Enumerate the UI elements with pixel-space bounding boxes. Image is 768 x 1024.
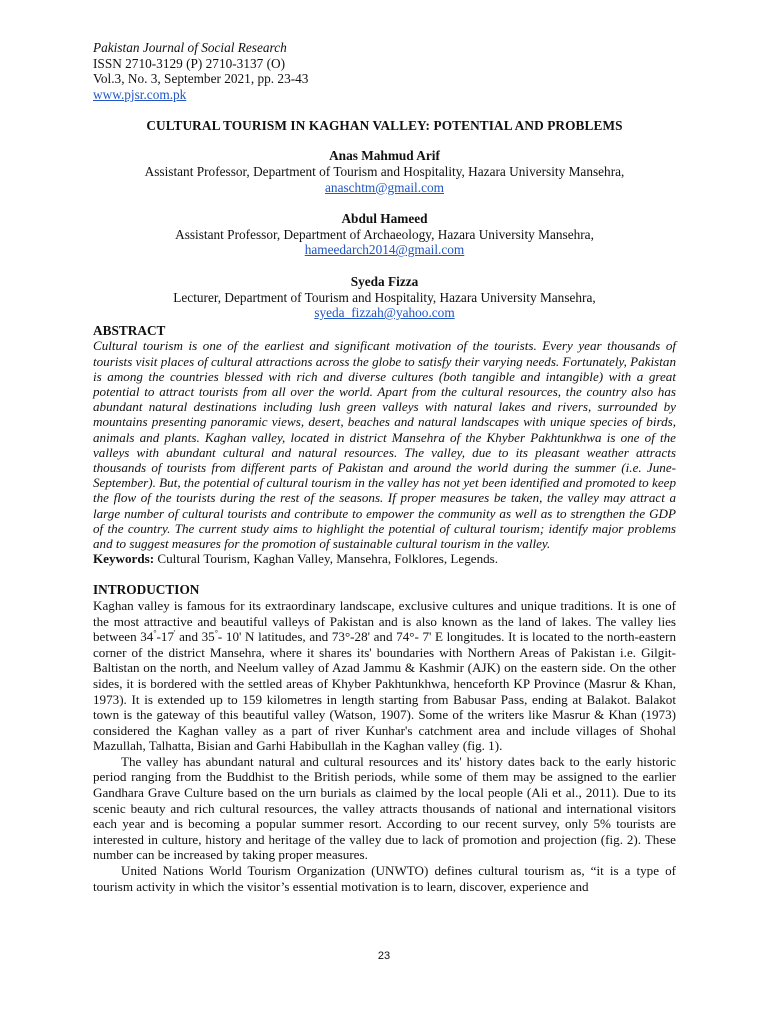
degree-mark: ° [214, 628, 218, 638]
introduction-heading: INTRODUCTION [93, 582, 200, 598]
intro-text: - 10' N latitudes, and 73°-28' and 74°- 7' E longitudes. It is located to the north-eastern corner of the district Mansehra, where it shares its' boundaries with Northern Areas of Pakistan i.e. Gilgit- Baltistan on the north, and Neelum valley of Azad Jammu & Kashmir (AJK) on the eastern side. On the other sides, it is bordered with the settled areas of Khyber Pakhtunkhwa, henceforth KP Province (Masrur & Khan, 1973). It is extended up to 159 kilometres in length starting from Babusar Pass, ending at Balakot. Balakot town is the gateway of this beautiful valley (Watson, 1907). Some of the writers like Masrur & Khan (1973) considered the Kaghan valley as a part of river Kunhar's catchment area and include villages of Shohal Mazullah, Talhatta, Bisian and Garhi Habibullah in the Kaghan valley (fig. 1). [93, 629, 676, 754]
author-block [93, 148, 676, 195]
journal-header [93, 40, 676, 102]
author-affiliation: Assistant Professor, Department of Tourism and Hospitality, Hazara University Mansehra, [144, 163, 625, 179]
minute-mark: ' [174, 628, 176, 638]
abstract-heading: ABSTRACT [93, 322, 166, 338]
author-email-link[interactable]: syeda_fizzah@yahoo.com [314, 305, 455, 321]
keywords-line [93, 551, 676, 566]
author-name: Anas Mahmud Arif [329, 148, 440, 164]
paper-page [93, 40, 676, 894]
intro-paragraph-2: The valley has abundant natural and cultural resources and its' history dates back to the early historic period ranging from the Buddhist to the British periods, while some of them may be assigned to the earlier Gandhara Grave Culture based on the urn burials as claimed by the local people (Ali et al., 2011). Due to its scenic beauty and rich cultural resources, the valley attracts thousands of national and international visitors each year and is becoming a popular summer resort. According to our recent survey, only 5% tourists are interested in culture, history and heritage of the valley due to lack of promotion and projection (fig. 2). These number can be increased by taking proper measures. [93, 753, 676, 863]
author-affiliation: Assistant Professor, Department of Archaeology, Hazara University Mansehra, [175, 226, 594, 242]
author-block [93, 274, 676, 321]
intro-text: -17 [156, 629, 175, 645]
keywords-label: Keywords: [93, 551, 155, 567]
journal-name: Pakistan Journal of Social Research [93, 40, 287, 55]
degree-mark: ° [153, 628, 157, 638]
author-name: Syeda Fizza [350, 273, 419, 289]
intro-text: Kaghan valley is famous for its extraordinary landscape, exclusive cultures and unique traditions. It is one of the most attractive and beautiful valleys of Pakistan and is also known as the land of lakes. The valley lies between 34 [93, 597, 676, 645]
journal-issn: ISSN 2710-3129 (P) 2710-3137 (O) [93, 55, 286, 71]
journal-volume: Vol.3, No. 3, September 2021, pp. 23-43 [93, 71, 309, 87]
paper-title: CULTURAL TOURISM IN KAGHAN VALLEY: POTENTIAL AND PROBLEMS [146, 118, 623, 134]
abstract-text: Cultural tourism is one of the earliest and significant motivation of the tourists. Every year thousands of tourists visit places of cultural attractions across the globe to satisfy their varying needs. Fortunately, Pakistan is among the countries blessed with rich and diverse cultures (both tangible and intangible) with a great potential to attract tourists from all over the world. Apart from the cultural resources, the country also has abundant natural destinations including lush green valleys with natural lakes and rivers, surrounded by mountains presenting panoramic views, desert, beaches and natural landscapes with unique species of birds, animals and plants. Kaghan valley, located in district Mansehra of the Khyber Pakhtunkhwa is one of the valleys with abundant cultural and natural resources. The valley, due to its pleasant weather attracts thousands of tourists from different parts of Pakistan and around the world during the summer (i.e. June-September). But, the potential of cultural tourism in the valley has not yet been identified and promoted to keep the flow of the tourists during the rest of the seasons. If proper measures be taken, the valley may attract a large number of cultural tourists and contribute to empower the community as well as to strengthen the GDP of the country. The current study aims to highlight the potential of cultural tourism; identify major problems and to suggest measures for the promotion of sustainable cultural tourism in the valley. [93, 338, 676, 551]
intro-text: and 35 [175, 629, 215, 645]
intro-paragraph-1 [93, 598, 676, 754]
author-affiliation: Lecturer, Department of Tourism and Hospitality, Hazara University Mansehra, [173, 289, 596, 305]
keywords-text: Cultural Tourism, Kaghan Valley, Mansehra, Folklores, Legends. [154, 551, 499, 567]
author-email-link[interactable]: anaschtm@gmail.com [325, 179, 444, 195]
author-block [93, 211, 676, 258]
journal-url-link[interactable]: www.pjsr.com.pk [93, 86, 187, 102]
author-name: Abdul Hameed [341, 211, 428, 227]
intro-paragraph-3: United Nations World Tourism Organization (UNWTO) defines cultural tourism as, “it is a type of tourism activity in which the visitor’s essential motivation is to learn, discover, experience and [93, 863, 676, 894]
page-number: 23 [377, 950, 391, 962]
author-email-link[interactable]: hameedarch2014@gmail.com [304, 242, 465, 258]
